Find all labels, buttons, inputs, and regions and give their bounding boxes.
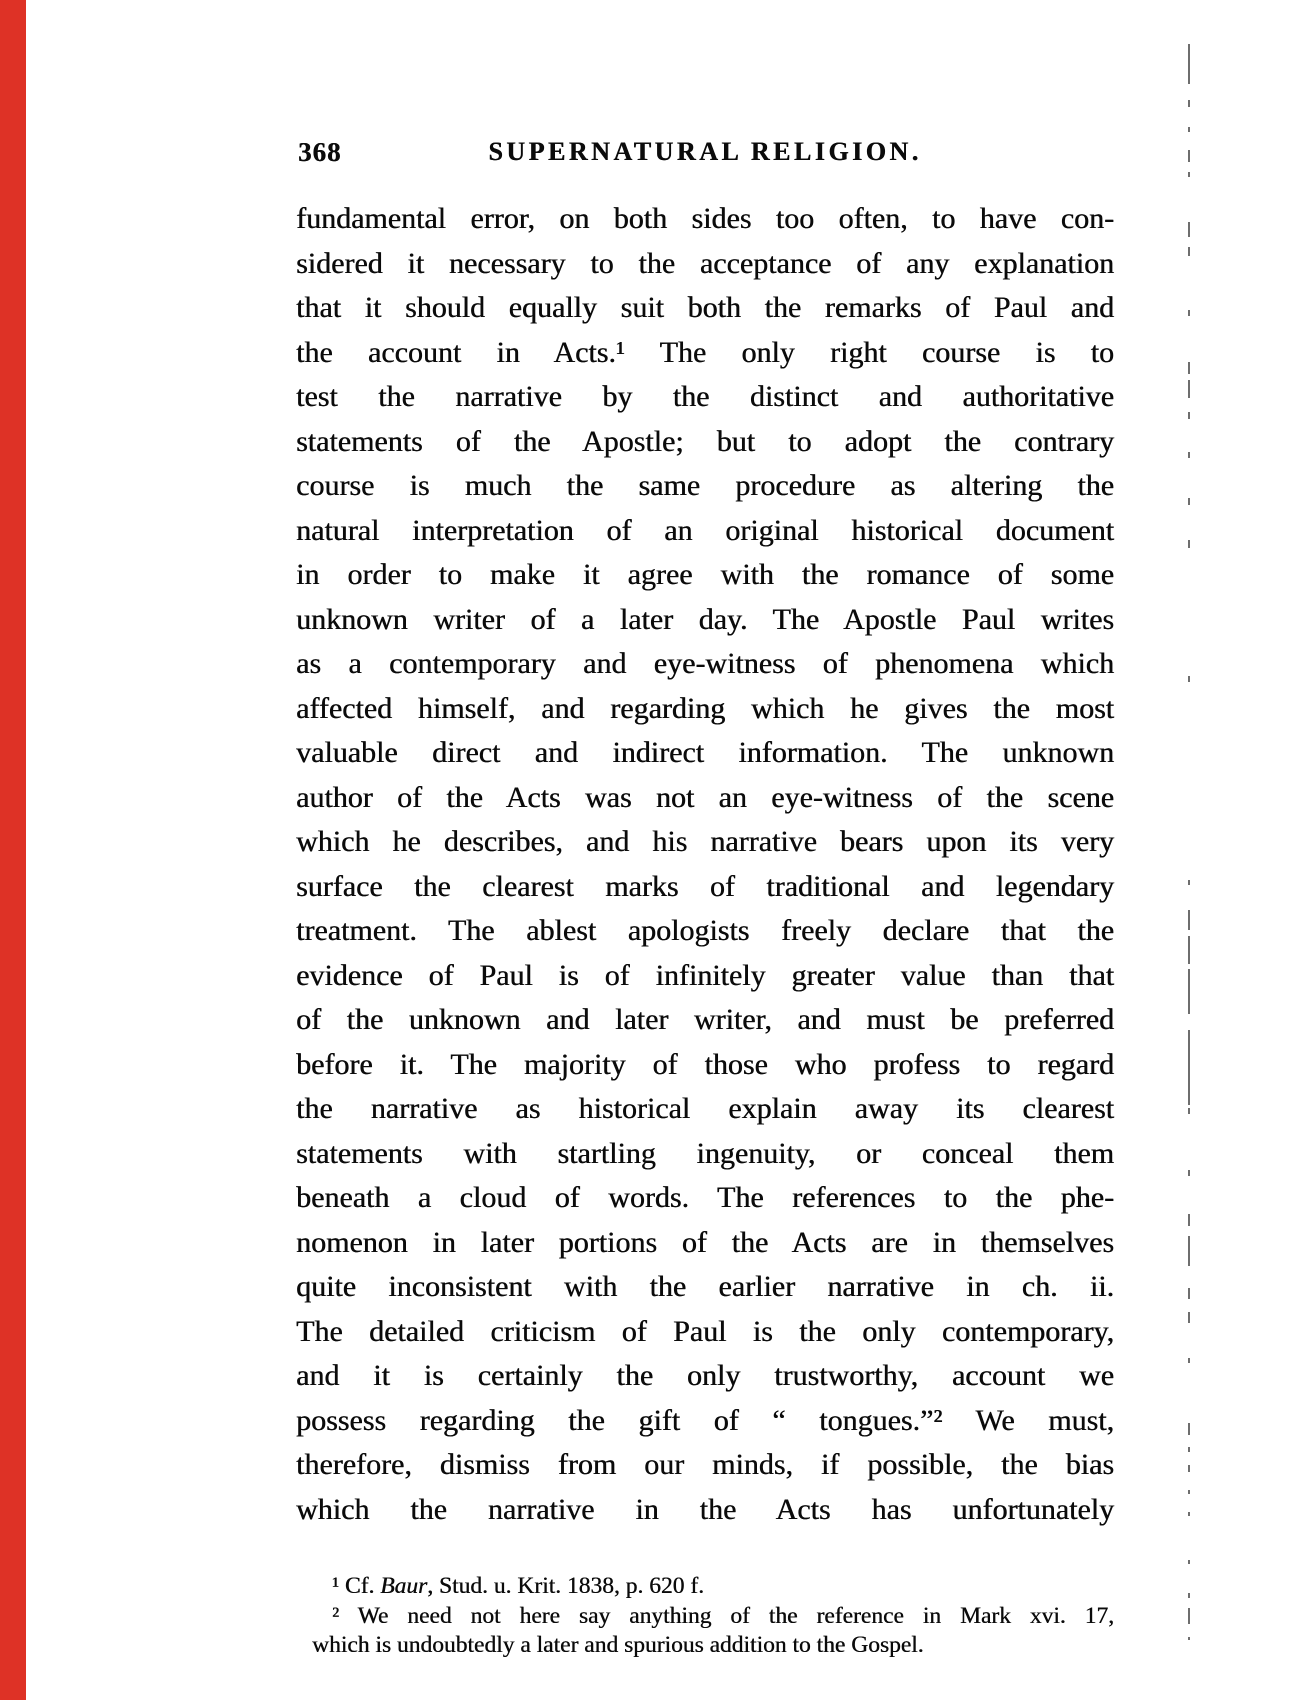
body-line: test the narrative by the distinct and authoritative (296, 380, 1114, 413)
body-line: the narrative as historical explain away its clearest (296, 1092, 1114, 1125)
scan-mark-dash (1188, 910, 1190, 930)
body-line: unknown writer of a later day. The Apostle Paul writes (296, 602, 1114, 636)
scan-mark-dash (1188, 150, 1190, 162)
body-line: natural interpretation of an original historical document (296, 513, 1114, 547)
footnote-1-rest: , Stud. u. Krit. 1838, p. 620 f. (427, 1573, 704, 1599)
body-line: course is much the same procedure as altering the (296, 469, 1114, 502)
scan-mark-dash (1188, 1608, 1190, 1624)
body-line: author of the Acts was not an eye-witness of the scene (296, 780, 1114, 814)
scan-mark-dash (1188, 1170, 1190, 1176)
scan-mark-dash (1188, 969, 1190, 1014)
footnote-1 (312, 1572, 1114, 1602)
footnote-1-pre: ¹ Cf. (332, 1573, 381, 1599)
body-line: statements of the Apostle; but to adopt the contrary (296, 424, 1114, 458)
body-text (296, 197, 1114, 1532)
page-number: 368 (298, 137, 342, 167)
body-line: which the narrative in the Acts has unfortunately (296, 1492, 1114, 1526)
scan-mark-dash (1188, 1423, 1190, 1435)
body-line: possess regarding the gift of “ tongues.”² We must, (296, 1403, 1114, 1437)
scan-mark-dash (1188, 452, 1190, 458)
footnotes (312, 1572, 1114, 1661)
body-line: of the unknown and later writer, and must be preferred (296, 1003, 1114, 1036)
scan-mark-dash (1188, 540, 1190, 548)
body-line: nomenon in later portions of the Acts are in themselves (296, 1225, 1114, 1259)
running-head (296, 137, 1114, 167)
scan-mark-dash (1188, 1637, 1190, 1640)
scan-edge-stripe (0, 0, 26, 1700)
scan-mark-dash (1188, 498, 1190, 505)
scan-mark-dash (1188, 44, 1190, 84)
body-line: treatment. The ablest apologists freely declare that the (296, 914, 1114, 947)
scan-mark-dash (1188, 127, 1190, 132)
scan-mark-dash (1188, 880, 1190, 885)
scan-mark-dash (1188, 1312, 1190, 1323)
body-line: as a contemporary and eye-witness of phenomena which (296, 647, 1114, 680)
body-line: which he describes, and his narrative bears upon its very (296, 825, 1114, 858)
footnote-1-author: Baur (380, 1573, 428, 1599)
body-line: evidence of Paul is of infinitely greater value than that (296, 958, 1114, 992)
body-line: The detailed criticism of Paul is the only contemporary, (296, 1314, 1114, 1348)
scan-mark-dash (1188, 222, 1190, 237)
running-title: SUPERNATURAL RELIGION. (488, 137, 922, 166)
body-line: and it is certainly the only trustworthy, account we (296, 1359, 1114, 1392)
scan-mark-dash (1188, 1593, 1190, 1598)
body-line: beneath a cloud of words. The references to the phe- (296, 1181, 1114, 1214)
scan-mark-dash (1188, 1358, 1190, 1363)
scan-mark-dash (1188, 1030, 1190, 1105)
scan-mark-dash (1188, 172, 1190, 177)
scan-mark-dash (1188, 100, 1190, 107)
body-line: valuable direct and indirect information. The unknown (296, 736, 1114, 769)
scan-mark-dash (1188, 1288, 1190, 1299)
body-line: that it should equally suit both the remarks of Paul and (296, 291, 1114, 324)
scan-mark-dash (1188, 1236, 1190, 1266)
body-line: the account in Acts.¹ The only right course is to (296, 335, 1114, 369)
scan-mark-dash (1188, 1560, 1190, 1564)
body-line: fundamental error, on both sides too often, to have con- (296, 202, 1114, 235)
body-line: before it. The majority of those who profess to regard (296, 1047, 1114, 1081)
scan-mark-dash (1188, 1512, 1190, 1516)
scan-mark-dash (1188, 1214, 1190, 1226)
body-line: statements with startling ingenuity, or conceal them (296, 1136, 1114, 1170)
body-line: affected himself, and regarding which he gives the most (296, 691, 1114, 725)
scan-mark-dash (1188, 247, 1190, 256)
body-line: surface the clearest marks of traditional and legendary (296, 869, 1114, 903)
body-line: in order to make it agree with the romance of some (296, 558, 1114, 591)
scan-mark-dash (1188, 380, 1190, 398)
scan-mark-dash (1188, 362, 1190, 374)
body-line: quite inconsistent with the earlier narrative in ch. ii. (296, 1270, 1114, 1303)
scan-mark-dash (1188, 676, 1190, 682)
body-line: therefore, dismiss from our minds, if possible, the bias (296, 1448, 1114, 1481)
scan-mark-dash (1188, 1465, 1190, 1472)
scan-mark-dash (1188, 1447, 1190, 1452)
scan-mark-dash (1188, 412, 1190, 419)
scan-mark-dash (1188, 1490, 1190, 1494)
footnote-2-line-1: ² We need not here say anything of the reference in Mark xvi. 17, (332, 1602, 1114, 1629)
scan-mark-dash (1188, 310, 1190, 316)
scan-mark-dash (1188, 1108, 1190, 1114)
scan-mark-dash (1188, 936, 1190, 964)
body-line: sidered it necessary to the acceptance of any explanation (296, 246, 1114, 280)
footnote-2-line-2: which is undoubtedly a later and spurious addition to the Gospel. (312, 1632, 924, 1658)
